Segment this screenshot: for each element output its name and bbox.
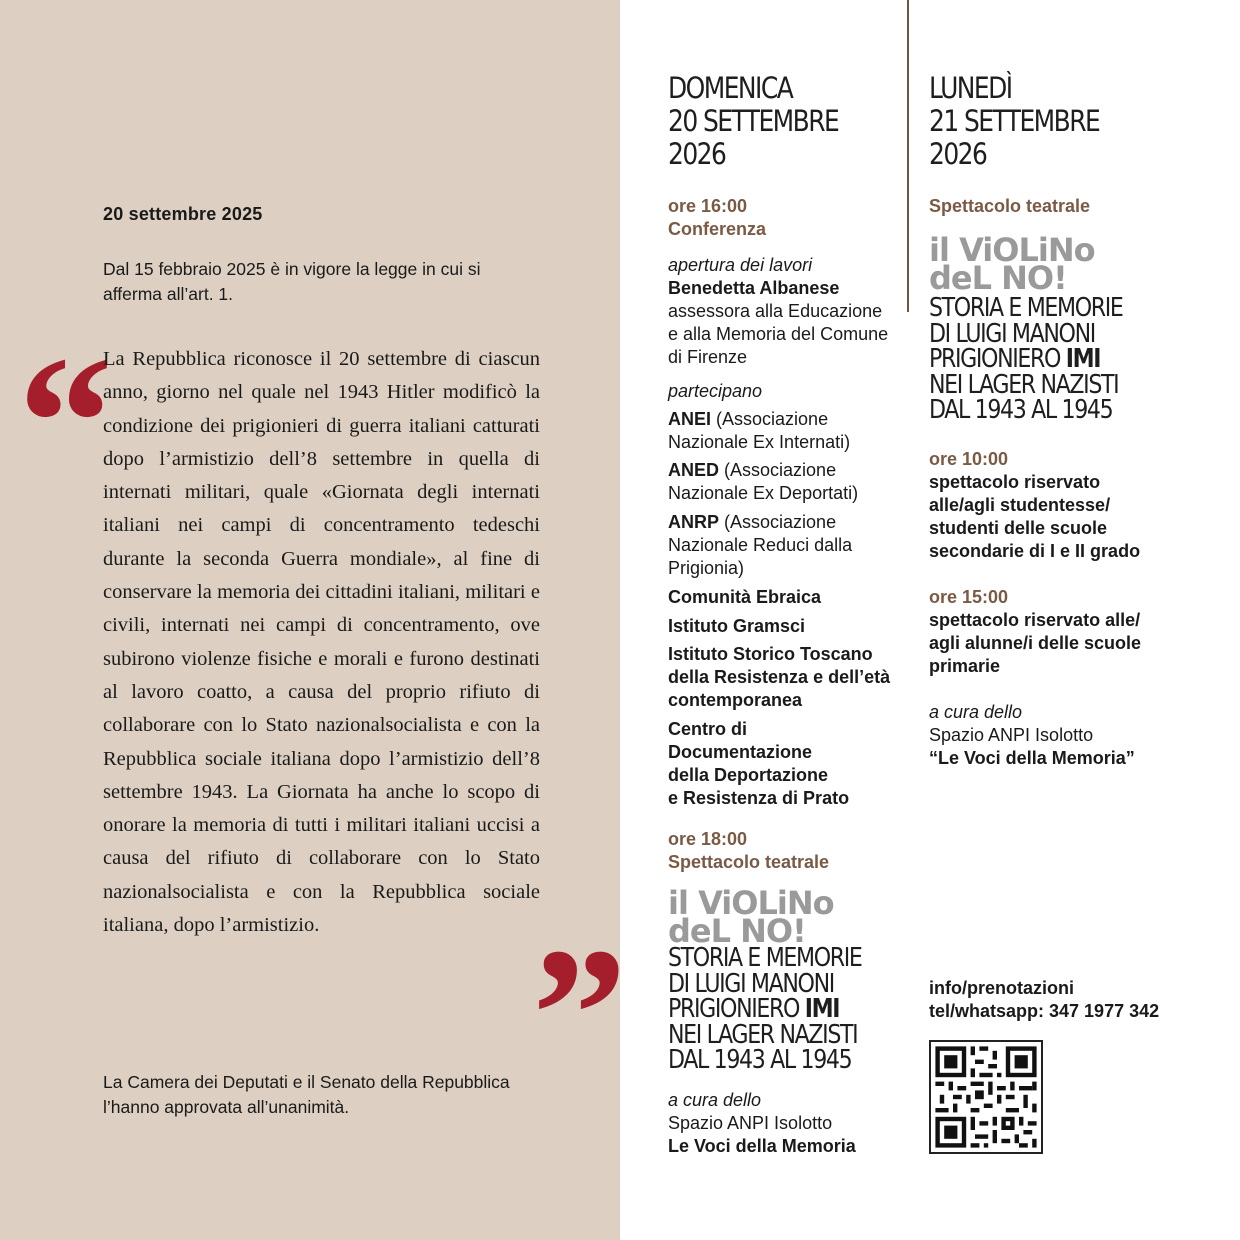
sunday-curated-by: Spazio ANPI Isolotto (668, 1113, 833, 1133)
open-quote-icon: “ (18, 318, 113, 528)
monday-event-theatre: Spettacolo teatrale (929, 196, 1091, 216)
speaker-name: Benedetta Albanese (668, 278, 840, 298)
monday-show-title-logo: il ViOLiNo deL NO! (929, 231, 1095, 297)
participants-label: partecipano (668, 381, 763, 401)
opening-label: apertura dei lavori (668, 255, 813, 275)
qr-code-icon[interactable] (929, 1040, 1043, 1154)
monday-curated-label: a cura dello (929, 702, 1023, 722)
org-istituto-gramsci: Istituto Gramsci (668, 616, 806, 636)
participant-anrp: ANRP (Associazione Nazionale Reduci dalla Prigionia) (668, 512, 853, 578)
monday-desc-1500: spettacolo riservato alle/ agli alunne/i delle scuole primarie (929, 610, 1142, 676)
info-label: info/prenotazioni (929, 978, 1074, 998)
approval-line-2: l’hanno approvata all’unanimità. (103, 1097, 350, 1117)
law-quote: La Repubblica riconosce il 20 settembre di ciascun anno, giorno nel quale nel 1943 Hitler modificò la condizione dei prigionieri di guerra italiani catturati dopo l’armistizio dell’8 settembre in quella di internati militari, quale «Giornata degli internati italiani nei campi di concentramento tedeschi durante la seconda Guerra mondiale», al fine di conservare la memoria dei cittadini italiani, militari e civili, internati nei campi di concentramento, ove subirono violenze fisiche e morali e furono destinati al lavoro coatto, a causa del proprio rifiuto di collaborare con lo Stato nazionalsocialista e con la Repubblica sociale italiana dopo l’armistizio dell’8 settembre 1943. La Giornata ha anche lo scopo di onorare la memoria di tutti i militari italiani uccisi a causa del rifiuto di collaborare con lo Stato nazionalsocialista e con la Repubblica sociale italiana, dopo l’armistizio. (103, 348, 540, 937)
monday-desc-1000: spettacolo riservato alle/agli studentesse/ studenti delle scuole secondarie di I e II grado (929, 472, 1141, 561)
monday-time-1000: ore 10:00 (929, 449, 1009, 469)
participant-aned: ANED (Associazione Nazionale Ex Deportati) (668, 460, 859, 503)
approval-note (103, 1070, 543, 1120)
org-istituto-storico: Istituto Storico Toscano della Resistenza e dell’età contemporanea (668, 644, 891, 710)
monday-time-1500: ore 15:00 (929, 587, 1009, 607)
date-heading: 20 settembre 2025 (103, 204, 263, 224)
participant-anei: ANEI (Associazione Nazionale Ex Internati) (668, 409, 851, 452)
sunday-event-theatre: Spettacolo teatrale (668, 852, 830, 872)
sunday-curated-label: a cura dello (668, 1090, 762, 1110)
close-quote-icon: ” (532, 910, 627, 1120)
show-subtitle: STORIA E MEMORIE DI LUIGI MANONI PRIGIONIERO IMI NEI LAGER NAZISTI DAL 1943 AL 1945 (668, 943, 862, 1075)
contact-phone: tel/whatsapp: 347 1977 342 (929, 1001, 1160, 1021)
sunday-time-1800: ore 18:00 (668, 829, 748, 849)
qr-code-graphic (931, 1042, 1041, 1152)
speaker-role: assessora alla Educazione e alla Memoria del Comune di Firenze (668, 301, 889, 367)
org-centro-documentazione: Centro di Documentazione della Deportazione e Resistenza di Prato (668, 719, 850, 808)
approval-line-1: La Camera dei Deputati e il Senato della Repubblica (103, 1072, 510, 1092)
sunday-event-conference: Conferenza (668, 219, 767, 239)
monday-curated-name: “Le Voci della Memoria” (929, 748, 1135, 768)
monday-show-subtitle: STORIA E MEMORIE DI LUIGI MANONI PRIGIONIERO IMI NEI LAGER NAZISTI DAL 1943 AL 1945 (929, 293, 1123, 425)
org-comunita-ebraica: Comunità Ebraica (668, 587, 822, 607)
sunday-title: DOMENICA 20 SETTEMBRE 2026 (668, 71, 839, 171)
intro-text: Dal 15 febbraio 2025 è in vigore la legge in cui si afferma all’art. 1. (103, 259, 481, 304)
monday-curated-by: Spazio ANPI Isolotto (929, 725, 1094, 745)
sunday-time-1600: ore 16:00 (668, 196, 748, 216)
column-divider (907, 0, 909, 312)
sunday-curated-name: Le Voci della Memoria (668, 1136, 856, 1156)
show-title-logo: il ViOLiNo deL NO! (668, 884, 834, 950)
monday-title: LUNEDÌ 21 SETTEMBRE 2026 (929, 71, 1100, 171)
